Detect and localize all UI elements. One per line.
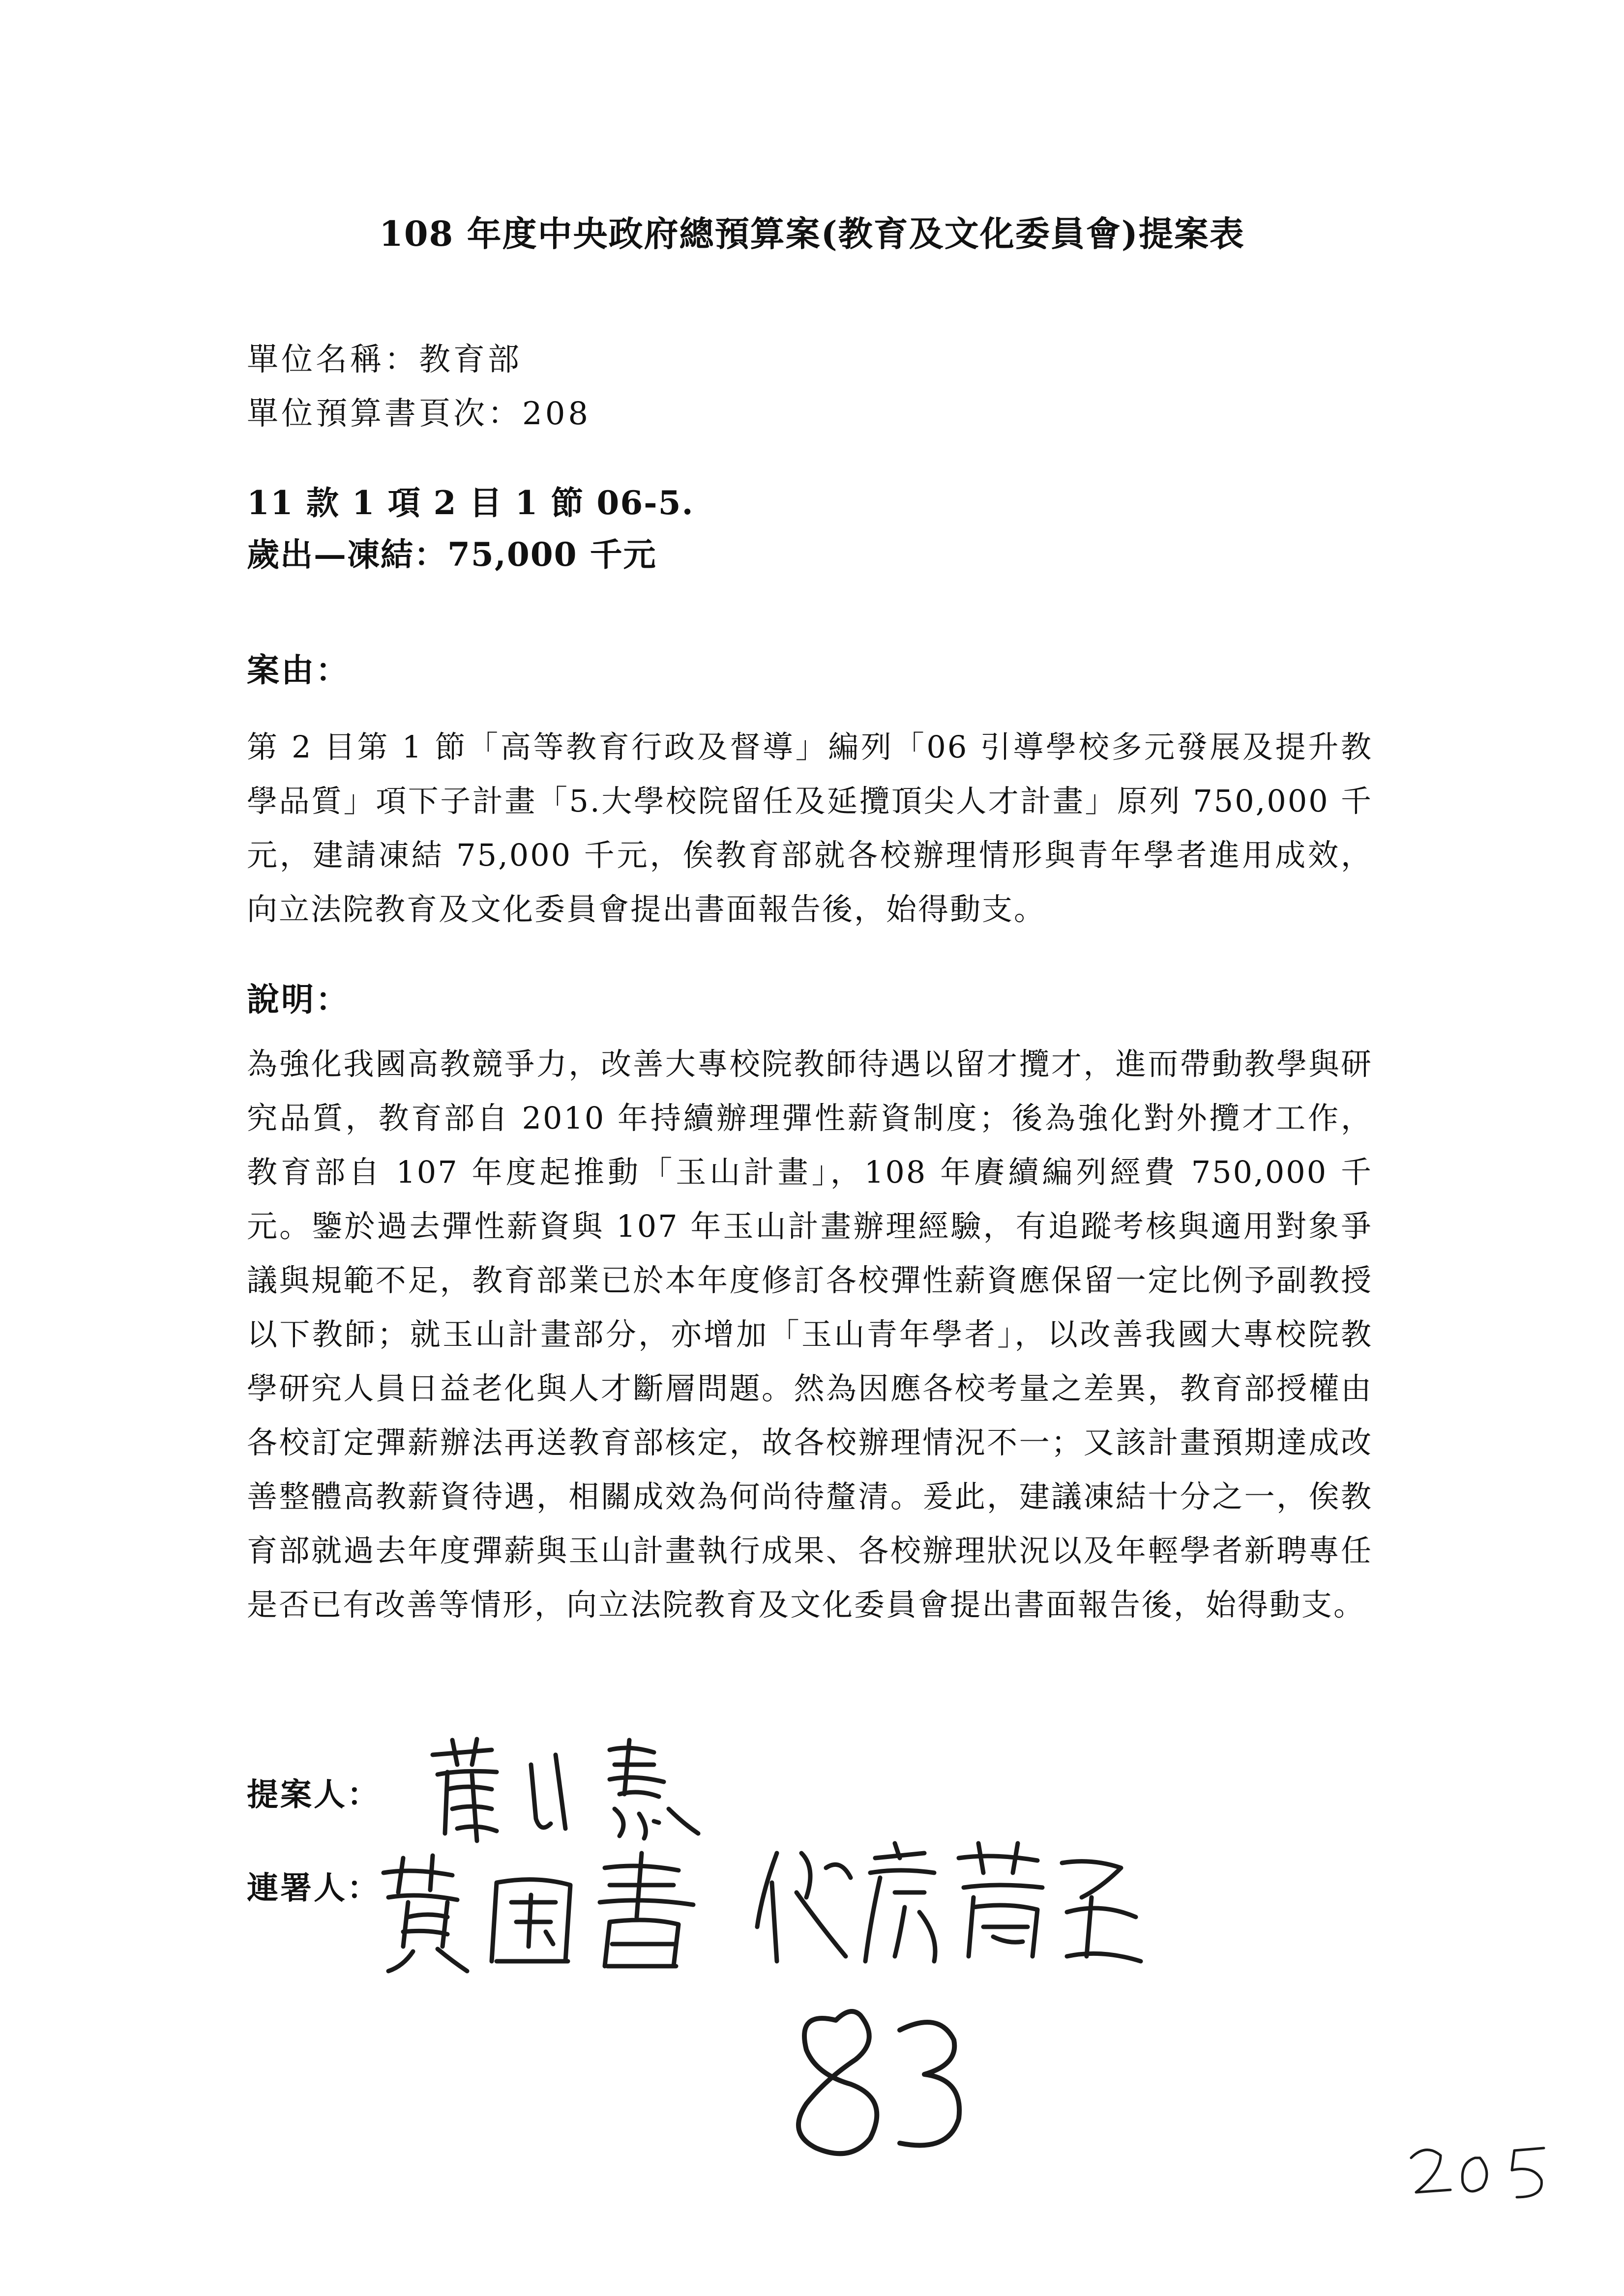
handwritten-page-mark: [1401, 2128, 1559, 2207]
cosigner-signature-2: [747, 1838, 1151, 1971]
explanation-paragraph: 為強化我國高教競爭力，改善大專校院教師待遇以留才攬才，進而帶動教學與研究品質，教育部自 2010 年持續辦理彈性薪資制度；後為強化對外攬才工作，教育部自 107 年度起推動「玉山計畫」，108 年賡續編列經費 750,000 千元。鑒於過去彈性薪資與 107 年玉山計畫辦理經驗，有追蹤考核與適用對象爭議與規範不足，教育部業已於本年度修訂各校彈性薪資應保留一定比例予副教授以下教師；就玉山計畫部分，亦增加「玉山青年學者」，以改善我國大專校院教學研究人員日益老化與人才斷層問題。然為因應各校考量之差異，教育部授權由各校訂定彈薪辦法再送教育部核定，故各校辦理情況不一；又該計畫預期達成改善整體高教薪資待遇，相關成效為何尚待釐清。爰此，建議凍結十分之一，俟教育部就過去年度彈薪與玉山計畫執行成果、各校辦理狀況以及年輕學者新聘專任是否已有改善等情形，向立法院教育及文化委員會提出書面報告後，始得動支。: [247, 1046, 1373, 1623]
handwritten-number: [777, 1991, 983, 2168]
expenditure-frozen: 歲出—凍結：75,000 千元: [247, 535, 657, 574]
document-title: 108 年度中央政府總預算案(教育及文化委員會)提案表: [379, 213, 1245, 254]
explanation-heading: 說明：: [247, 980, 350, 1018]
proposer-label: 提案人：: [247, 1776, 381, 1813]
cosigner-label: 連署人：: [247, 1870, 381, 1907]
proposer-signature: [423, 1735, 728, 1848]
budget-item-code: 11 款 1 項 2 目 1 節 06-5.: [247, 484, 694, 522]
reason-paragraph: 第 2 目第 1 節「高等教育行政及督導」編列「06 引導學校多元發展及提升教學品質」項下子計畫「5.大學校院留任及延攬頂尖人才計畫」原列 750,000 千元，建請凍結 75,000 千元，俟教育部就各校辦理情形與青年學者進用成效，向立法院教育及文化委員會提出書面報告後，始得動支。: [247, 729, 1373, 927]
unit-budget-page: 單位預算書頁次：208: [247, 396, 591, 432]
unit-name: 單位名稱：教育部: [247, 342, 522, 378]
cosigner-signature-1: [374, 1848, 708, 1976]
reason-heading: 案由：: [247, 651, 350, 689]
